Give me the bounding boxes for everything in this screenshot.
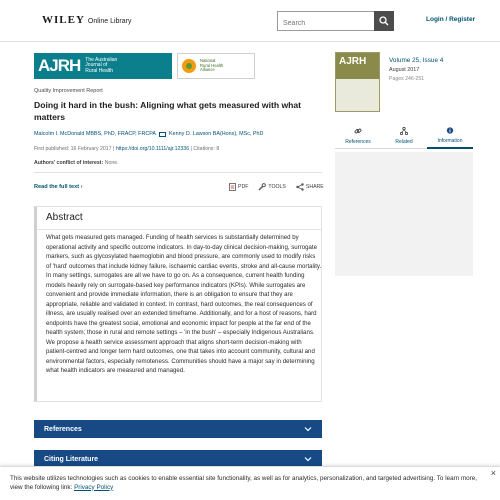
- tools-label: TOOLS: [268, 184, 286, 190]
- tab-related[interactable]: [381, 127, 427, 149]
- citation-count[interactable]: Citations: 8: [193, 146, 220, 152]
- first-published: First published: 16 February 2017: [34, 146, 112, 152]
- journal-cover-image[interactable]: [335, 52, 380, 112]
- journal-name-line: Rural Health: [85, 67, 114, 74]
- tab-references-label: References: [345, 139, 371, 145]
- article-category: Quality Improvement Report: [34, 88, 103, 94]
- partner-line: Rural Health: [200, 62, 224, 68]
- author-list: [34, 131, 263, 137]
- share-icon: [296, 183, 304, 191]
- chevron-down-icon: [304, 425, 312, 433]
- author-link[interactable]: Malcolm I. McDonald MBBS, PhD, FRACP, FRCPA: [34, 131, 157, 137]
- article-actions: [229, 183, 324, 191]
- read-full-text-label: Read the full text: [34, 184, 80, 190]
- brand-subtitle: Online Library: [87, 18, 132, 25]
- coi-label: Authors' conflict of interest:: [34, 160, 104, 166]
- chevron-right-icon: ›: [80, 184, 83, 190]
- article-title: Doing it hard in the bush: Aligning what gets measured with what matters: [34, 100, 302, 122]
- close-icon[interactable]: ×: [490, 468, 496, 478]
- partner-line: Alliance: [200, 67, 215, 73]
- abstract-section: [34, 206, 322, 402]
- journal-name-line: The Australian: [85, 56, 118, 63]
- search-icon: [379, 16, 389, 26]
- divider: [37, 229, 321, 230]
- link-icon: [354, 127, 362, 135]
- partner-logo[interactable]: [177, 53, 255, 79]
- brand-name: WILEY: [42, 14, 85, 26]
- alliance-logo-icon: [182, 59, 196, 73]
- cookie-banner: [0, 466, 500, 500]
- doi-link[interactable]: https://doi.org/10.1111/ajr.12336: [115, 146, 190, 152]
- publication-info: [34, 146, 219, 152]
- tab-references[interactable]: [335, 127, 381, 149]
- partner-line: National: [200, 57, 216, 63]
- issue-pages: Pages 246-251: [389, 76, 425, 82]
- issue-volume-link[interactable]: Volume 25, Issue 4: [389, 57, 444, 64]
- share-label: SHARE: [305, 184, 324, 190]
- cover-title: AJRH: [339, 56, 367, 67]
- cookie-message: [10, 475, 490, 492]
- divider: [34, 172, 322, 173]
- privacy-policy-link[interactable]: Privacy Policy: [74, 483, 114, 491]
- read-full-text-link[interactable]: [34, 184, 83, 190]
- references-accordion[interactable]: [34, 420, 322, 438]
- email-icon[interactable]: [159, 132, 166, 137]
- search-button[interactable]: [374, 11, 394, 31]
- sidebar-tabs: [335, 127, 473, 149]
- journal-name-line: Journal of: [85, 62, 108, 69]
- coi-value: None.: [104, 160, 119, 166]
- search-box: [277, 11, 394, 31]
- issue-month: August 2017: [389, 67, 420, 73]
- tab-information-label: Information: [437, 138, 463, 144]
- chevron-down-icon: [304, 455, 312, 463]
- tab-information[interactable]: [427, 127, 473, 149]
- abstract-text: What gets measured gets managed. Funding of health services is substantially determined by operational activity and specific outcome indicators. In day-to-day clinical decision-making, surrogate markers, such as glycosylated haemoglobin and blood pressure, are commonly used to modify risks of 'hard' outcomes that include kidney failure, ischaemic cardiac events, stroke and all-cause mortality. In many settings, surrogates are all we have to go on. As a consequence, current health funding models heavily rely on surrogate-based key performance indicators (KPIs). While surrogates are convenient and provide immediate information, there is an obligation to ensure that they are appropriate, reliable and validated in context. In contrast, hard outcomes, the real consequences of illness, are usually realised over an extended timeframe. Additionally, and for a host of reasons, hard endpoints have the greatest social, emotional and economic impact for people at the far end of the health system; those in rural and remote settings – 'in the bush' – especially Indigenous Australians. We propose a health service assessment approach that aligns short-term decision-making with patient-centred and longer term hard outcomes, one that takes into account community, cultural and environmental factors, especially remoteness. Communities should have a major say in determining what health indicators are measured and managed.: [46, 234, 322, 374]
- references-label: References: [44, 425, 82, 433]
- citing-literature-label: Citing Literature: [44, 455, 99, 463]
- wrench-icon: [258, 183, 266, 191]
- pdf-icon: [229, 183, 236, 191]
- journal-logo: AJRH: [38, 56, 81, 75]
- info-icon: [446, 127, 454, 134]
- login-register-link[interactable]: Login / Register: [426, 16, 476, 23]
- journal-name: [85, 58, 117, 75]
- separator: |: [190, 146, 194, 152]
- wiley-logo[interactable]: [42, 14, 131, 26]
- cover-lower-panel: [336, 79, 379, 111]
- journal-banner[interactable]: [34, 53, 172, 79]
- network-icon: [400, 127, 408, 135]
- tab-related-label: Related: [395, 139, 413, 145]
- partner-name: [200, 59, 223, 73]
- pdf-button[interactable]: [229, 183, 248, 191]
- search-input[interactable]: [278, 15, 376, 33]
- cookie-text: This website utilizes technologies such as cookies to enable essential site functionality, as well as for analytics, personalization, and targeted advertising. To learn more, view the following link:: [10, 475, 478, 491]
- conflict-of-interest: [34, 160, 119, 166]
- abstract-heading: Abstract: [46, 212, 83, 223]
- pdf-label: PDF: [238, 184, 249, 190]
- tools-button[interactable]: [258, 183, 286, 191]
- author-link[interactable]: Kenny D. Lawson BA(Hons), MSc, PhD: [169, 131, 264, 137]
- separator: |: [113, 146, 116, 152]
- sidebar-panel: [335, 152, 473, 276]
- share-button[interactable]: [296, 183, 324, 191]
- site-header: [0, 0, 500, 42]
